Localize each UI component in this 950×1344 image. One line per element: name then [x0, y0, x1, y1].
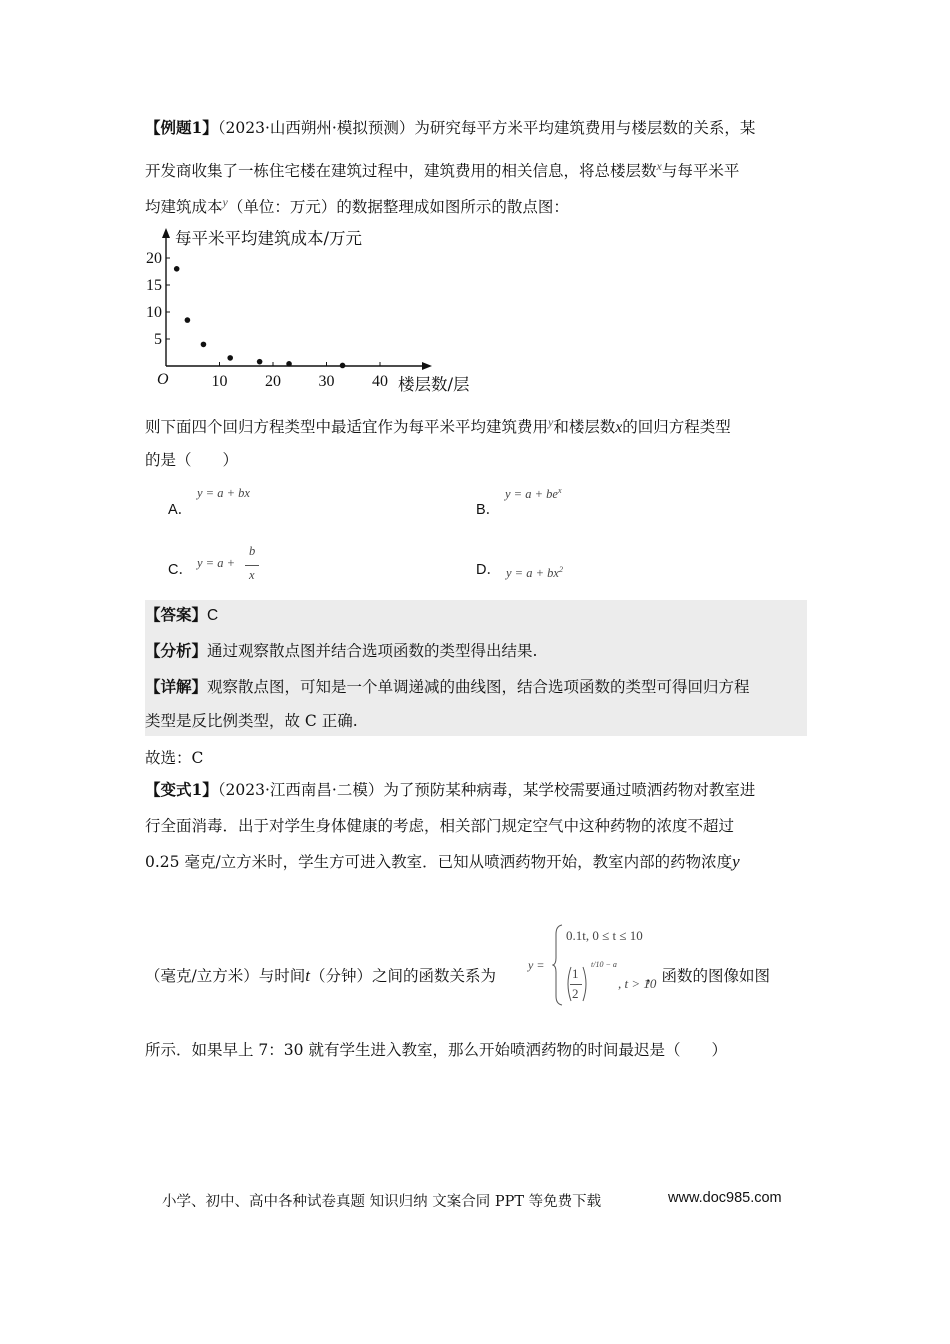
- x-axis-arrow: [422, 362, 432, 370]
- option-d-label: D．: [476, 562, 501, 578]
- variant1-text: （毫克/立方米）与时间: [145, 967, 306, 985]
- example1-line2: [145, 148, 805, 189]
- half-fraction-bar: [570, 984, 582, 985]
- half-numerator: 1: [572, 966, 579, 981]
- data-point: [257, 359, 263, 365]
- y-tick-label: 5: [154, 331, 162, 348]
- data-point: [340, 363, 346, 369]
- analysis-tag: 【分析】: [145, 641, 208, 660]
- piecewise-function: [528, 920, 678, 1010]
- origin-label: O: [157, 371, 169, 388]
- scatter-chart: [140, 222, 490, 397]
- option-c-formula: [197, 544, 277, 586]
- question-text: 则下面四个回归方程类型中最适宜作为每平米平均建筑费用: [145, 418, 549, 437]
- option-b-label: B．: [476, 502, 501, 518]
- final-choice: 故选：C: [145, 749, 204, 767]
- analysis-text: 通过观察散点图并结合选项函数的类型得出结果.: [207, 642, 538, 660]
- fraction-bar: [245, 565, 259, 566]
- data-point: [201, 342, 207, 348]
- option-c-denominator: x: [249, 568, 255, 582]
- detail-text: 观察散点图，可知是一个单调递减的曲线图，结合选项函数的类型可得回归方程: [207, 678, 750, 696]
- y-tick-label: 10: [146, 304, 162, 321]
- variant1-text: ，函数的图像如图: [645, 967, 770, 985]
- question-line2: 的是（ ）: [145, 451, 239, 469]
- example1-line3: [145, 184, 805, 225]
- variant1-text: 为了预防某种病毒，某学校需要通过喷洒药物对教室进: [383, 781, 756, 799]
- detail-line2: 类型是反比例类型，故 C 正确.: [145, 712, 358, 730]
- variant1-line4: [145, 958, 805, 994]
- var-y: y: [548, 415, 554, 429]
- variant1-text: 0.25 毫克/立方米时，学生方可进入教室．已知从喷洒药物开始，教室内部的药物浓度: [145, 853, 733, 871]
- example1-source: （2023·山西朔州·模拟预测）: [217, 119, 415, 137]
- option-c-numerator: b: [249, 544, 256, 558]
- answer-value: C: [207, 607, 219, 624]
- x-tick-label: 20: [265, 373, 281, 390]
- variant1-text: （分钟）之间的函数关系为: [309, 967, 496, 985]
- data-point: [227, 355, 233, 361]
- var-y: y: [222, 195, 228, 209]
- option-d-formula: [506, 565, 563, 581]
- answer-tag: 【答案】: [145, 605, 208, 624]
- half-denominator: 2: [572, 986, 579, 1001]
- example1-line1: [145, 110, 805, 146]
- var-x: x: [615, 419, 623, 437]
- option-b-exponent: x: [557, 486, 562, 495]
- variant1-tag: 【变式1】: [145, 780, 218, 799]
- footer-text: 小学、初中、高中各种试卷真题 知识归纳 文案合同 PPT 等免费下载: [162, 1194, 602, 1210]
- question-line1: [145, 404, 805, 446]
- detail-line1: [145, 672, 750, 702]
- y-tick-label: 15: [146, 277, 162, 294]
- chart-points: [174, 266, 345, 368]
- question-text: 的回归方程类型: [622, 418, 731, 437]
- exponent: t/10 − a: [591, 960, 617, 969]
- chart-axes: [162, 228, 432, 370]
- detail-tag: 【详解】: [145, 677, 208, 696]
- question-text: 和楼层数: [553, 418, 616, 437]
- data-point: [286, 361, 292, 367]
- option-a-label: A．: [168, 502, 193, 518]
- answer-box: [145, 600, 807, 736]
- example1-tag: 【例题1】: [145, 118, 218, 137]
- option-d-exponent: 2: [558, 565, 563, 574]
- example1-text: 均建筑成本: [145, 198, 223, 217]
- var-t: t: [305, 966, 310, 985]
- y-axis-label: 每平米平均建筑成本/万元: [175, 229, 363, 248]
- x-tick-label: 30: [318, 373, 335, 390]
- option-c-label: C．: [168, 562, 193, 578]
- piecewise-y: y =: [528, 958, 545, 972]
- analysis-line: [145, 636, 537, 666]
- variant1-source: （2023·江西南昌·二模）: [217, 781, 384, 799]
- y-axis-arrow: [162, 228, 170, 238]
- example1-text: （单位：万元）的数据整理成如图所示的散点图：: [227, 198, 569, 217]
- y-tick-label: 20: [146, 250, 162, 267]
- variant1-line1: [145, 772, 805, 808]
- variant1-line2: 行全面消毒．出于对学生身体健康的考虑，相关部门规定空气中这种药物的浓度不超过: [145, 817, 735, 835]
- option-b-formula: [505, 486, 562, 502]
- left-brace: [552, 924, 564, 1006]
- variant1-line3: [145, 844, 805, 880]
- option-b-formula-text: y = a + be: [505, 487, 558, 502]
- piece1: 0.1t, 0 ≤ t ≤ 10: [566, 928, 643, 943]
- example1-text: 与每平米平: [661, 162, 740, 181]
- option-a-formula: y = a + bx: [197, 486, 250, 500]
- example1-text: 开发商收集了一栋住宅楼在建筑过程中，建筑费用的相关信息，将总楼层数: [145, 162, 657, 181]
- data-point: [185, 317, 191, 323]
- x-tick-label: 40: [372, 373, 388, 390]
- example1-text: 为研究每平方米平均建筑费用与楼层数的关系，某: [414, 119, 756, 137]
- option-d-formula-text: y = a + bx: [506, 566, 559, 581]
- var-x: x: [656, 159, 662, 173]
- chart-ticks: [146, 250, 388, 390]
- var-y: y: [732, 852, 740, 871]
- piece2-condition: , t > 10: [618, 976, 657, 991]
- variant1-line5: 所示．如果早上 7：30 就有学生进入教室，那么开始喷洒药物的时间最迟是（ ）: [145, 1041, 727, 1059]
- answer-line: [145, 600, 218, 631]
- option-c-formula-text: y = a +: [197, 556, 236, 570]
- x-axis-label: 楼层数/层: [398, 375, 470, 394]
- right-paren: [582, 966, 590, 1002]
- data-point: [174, 266, 180, 272]
- x-tick-label: 10: [211, 373, 228, 390]
- footer-url[interactable]: www.doc985.com: [668, 1190, 782, 1206]
